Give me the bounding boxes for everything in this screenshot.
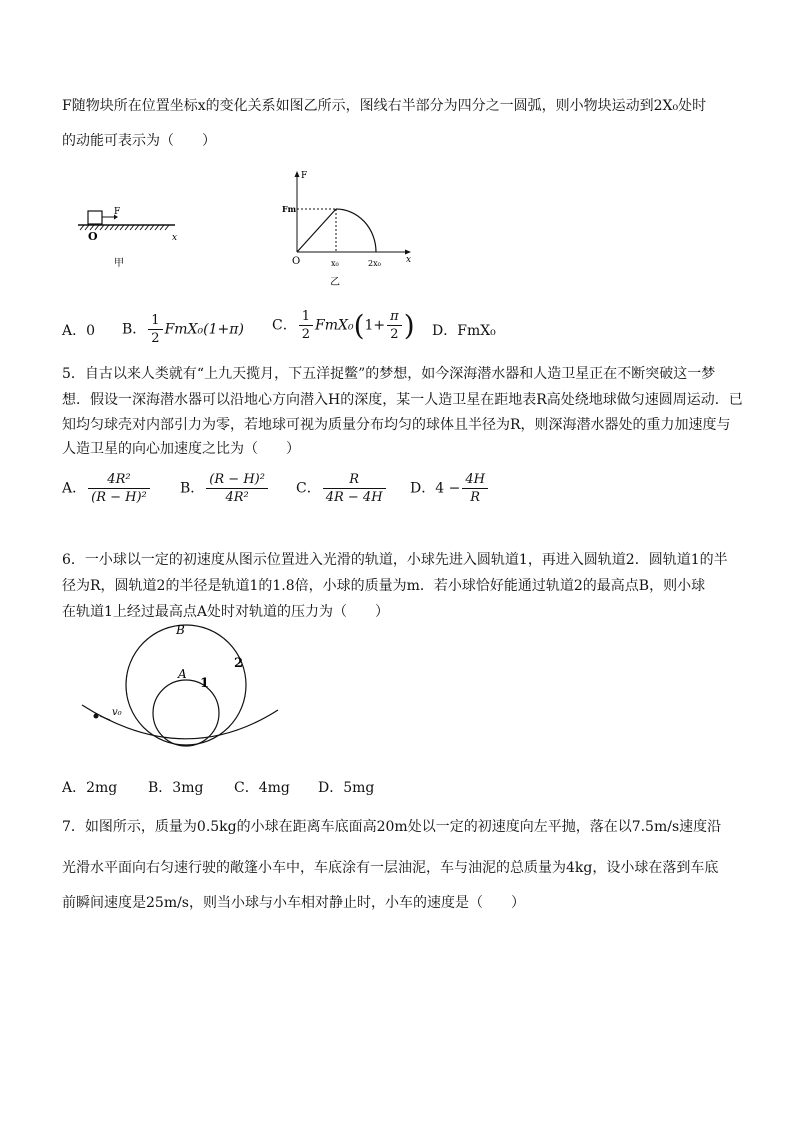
q4-option-a[interactable]: A．0	[62, 323, 96, 339]
label-2: 2	[234, 656, 244, 671]
f-axis-label: F	[301, 171, 308, 181]
q7-text-line-2: 光滑水平面向右匀速行驶的敞篷小车中，车底涂有一层油泥，车与油泥的总质量为4kg，设小球在落到车底	[62, 860, 719, 876]
loop-1	[153, 680, 219, 746]
q6-option-c[interactable]: C．4mg	[234, 780, 290, 796]
figure-jia	[70, 200, 190, 272]
option-d-prefix: D．4 −	[410, 480, 461, 497]
option-c-prefix: C．	[272, 317, 297, 334]
q6-text-line-2: 径为R，圆轨道2的半径是轨道1的1.8倍，小球的质量为m．若小球恰好能通过轨道2的最高点B，则小球	[62, 578, 706, 594]
option-b-prefix: B．	[180, 480, 205, 497]
q6-text-line-3: 在轨道1上经过最高点A处时对轨道的压力为（ ）	[62, 604, 390, 620]
q7-text-line-1: 7．如图所示，质量为0.5kg的小球在距离车底面高20m处以一定的初速度向左平抛，落在以7.5m/s速度沿	[62, 819, 722, 835]
q4-text-line-1: F随物块所在位置坐标x的变化关系如图乙所示，图线右半部分为四分之一圆弧，则小物块运动到2X₀处时	[62, 98, 707, 114]
q4-option-b[interactable]	[122, 312, 244, 347]
fraction-pi-half: $\frac{\pi}{2}$	[387, 308, 402, 343]
x-axis-label: x	[172, 233, 178, 243]
q6-option-d[interactable]: D．5mg	[318, 780, 375, 796]
label-b: B	[176, 623, 185, 637]
force-label: F	[114, 207, 121, 217]
velocity-arrow	[100, 716, 110, 720]
figure-yi	[278, 168, 418, 288]
q5-text-line-1: 5．自古以来人类就有“上九天揽月，下五洋捉鳖”的梦想，如今深海潜水器和人造卫星正在不断突破这一梦	[62, 366, 716, 382]
option-b-fraction: $\frac{\text{(R − H)²}}{\text{4R²}}$	[206, 471, 268, 506]
option-c-fraction: $\frac{R}{4R - 4H}$	[323, 471, 386, 506]
q5-option-c[interactable]	[296, 471, 388, 506]
loop-2	[126, 625, 246, 745]
q5-text-line-2: 想．假设一深海潜水器可以沿地心方向潜入H的深度，某一人造卫星在距地表R高处绕地球做匀速圆周运动．已	[62, 392, 743, 408]
x0-label: x₀	[331, 259, 339, 268]
option-c-expr: FmX₀	[315, 317, 354, 334]
q4-text-line-2: 的动能可表示为（ ）	[62, 133, 216, 149]
block	[88, 211, 102, 224]
option-c-one: 1+	[364, 317, 386, 334]
ball	[94, 714, 99, 719]
paren-close: )	[403, 309, 415, 342]
paren-open: (	[353, 309, 365, 342]
q5-text-line-4: 人造卫星的向心加速度之比为（ ）	[62, 441, 300, 457]
option-c-prefix: C．	[296, 480, 321, 497]
q7-text-line-3: 前瞬间速度是25m/s，则当小球与小车相对静止时，小车的速度是（ ）	[62, 895, 525, 911]
option-b-prefix: B．	[122, 321, 147, 338]
fm-label: Fm	[282, 204, 297, 214]
q5-text-line-3: 知均匀球壳对内部引力为零，若地球可视为质量分布均匀的球体且半径为R，则深海潜水器处的重力加速度与	[62, 417, 731, 433]
q6-option-b[interactable]: B．3mg	[148, 780, 204, 796]
label-1: 1	[200, 676, 210, 691]
fraction-half: $\frac{1}{2}$	[299, 308, 313, 343]
q5-option-b[interactable]	[180, 471, 270, 506]
label-a: A	[178, 667, 187, 681]
q6-text-line-1: 6．一小球以一定的初速度从图示位置进入光滑的轨道，小球先进入圆轨道1，再进入圆轨道2．圆轨道1的半	[62, 552, 728, 568]
option-b-expr: FmX₀(1+π)	[164, 321, 244, 338]
origin-label: O	[292, 256, 301, 267]
linear-segment	[297, 209, 336, 252]
quarter-arc	[336, 209, 376, 252]
fraction-half: $\frac{1}{2}$	[148, 312, 162, 347]
q5-option-a[interactable]	[62, 471, 152, 506]
q4-option-d[interactable]: D．FmX₀	[432, 323, 496, 339]
q5-option-d[interactable]	[410, 471, 490, 506]
x-axis-label: x	[406, 255, 412, 265]
label-v0: v₀	[112, 707, 122, 718]
option-a-fraction: $\frac{\text{4R²}}{\text{(R − H)²}}$	[88, 471, 150, 506]
option-a-prefix: A．	[62, 480, 87, 497]
q6-track-figure	[74, 612, 284, 752]
option-d-fraction: $\frac{4H}{R}$	[462, 471, 488, 506]
origin-label: O	[88, 230, 98, 243]
caption: 乙	[330, 277, 340, 288]
q6-option-a[interactable]: A．2mg	[62, 780, 118, 796]
2x0-label: 2x₀	[368, 259, 381, 268]
q4-option-c[interactable]	[272, 308, 415, 343]
caption: 甲	[114, 258, 124, 269]
